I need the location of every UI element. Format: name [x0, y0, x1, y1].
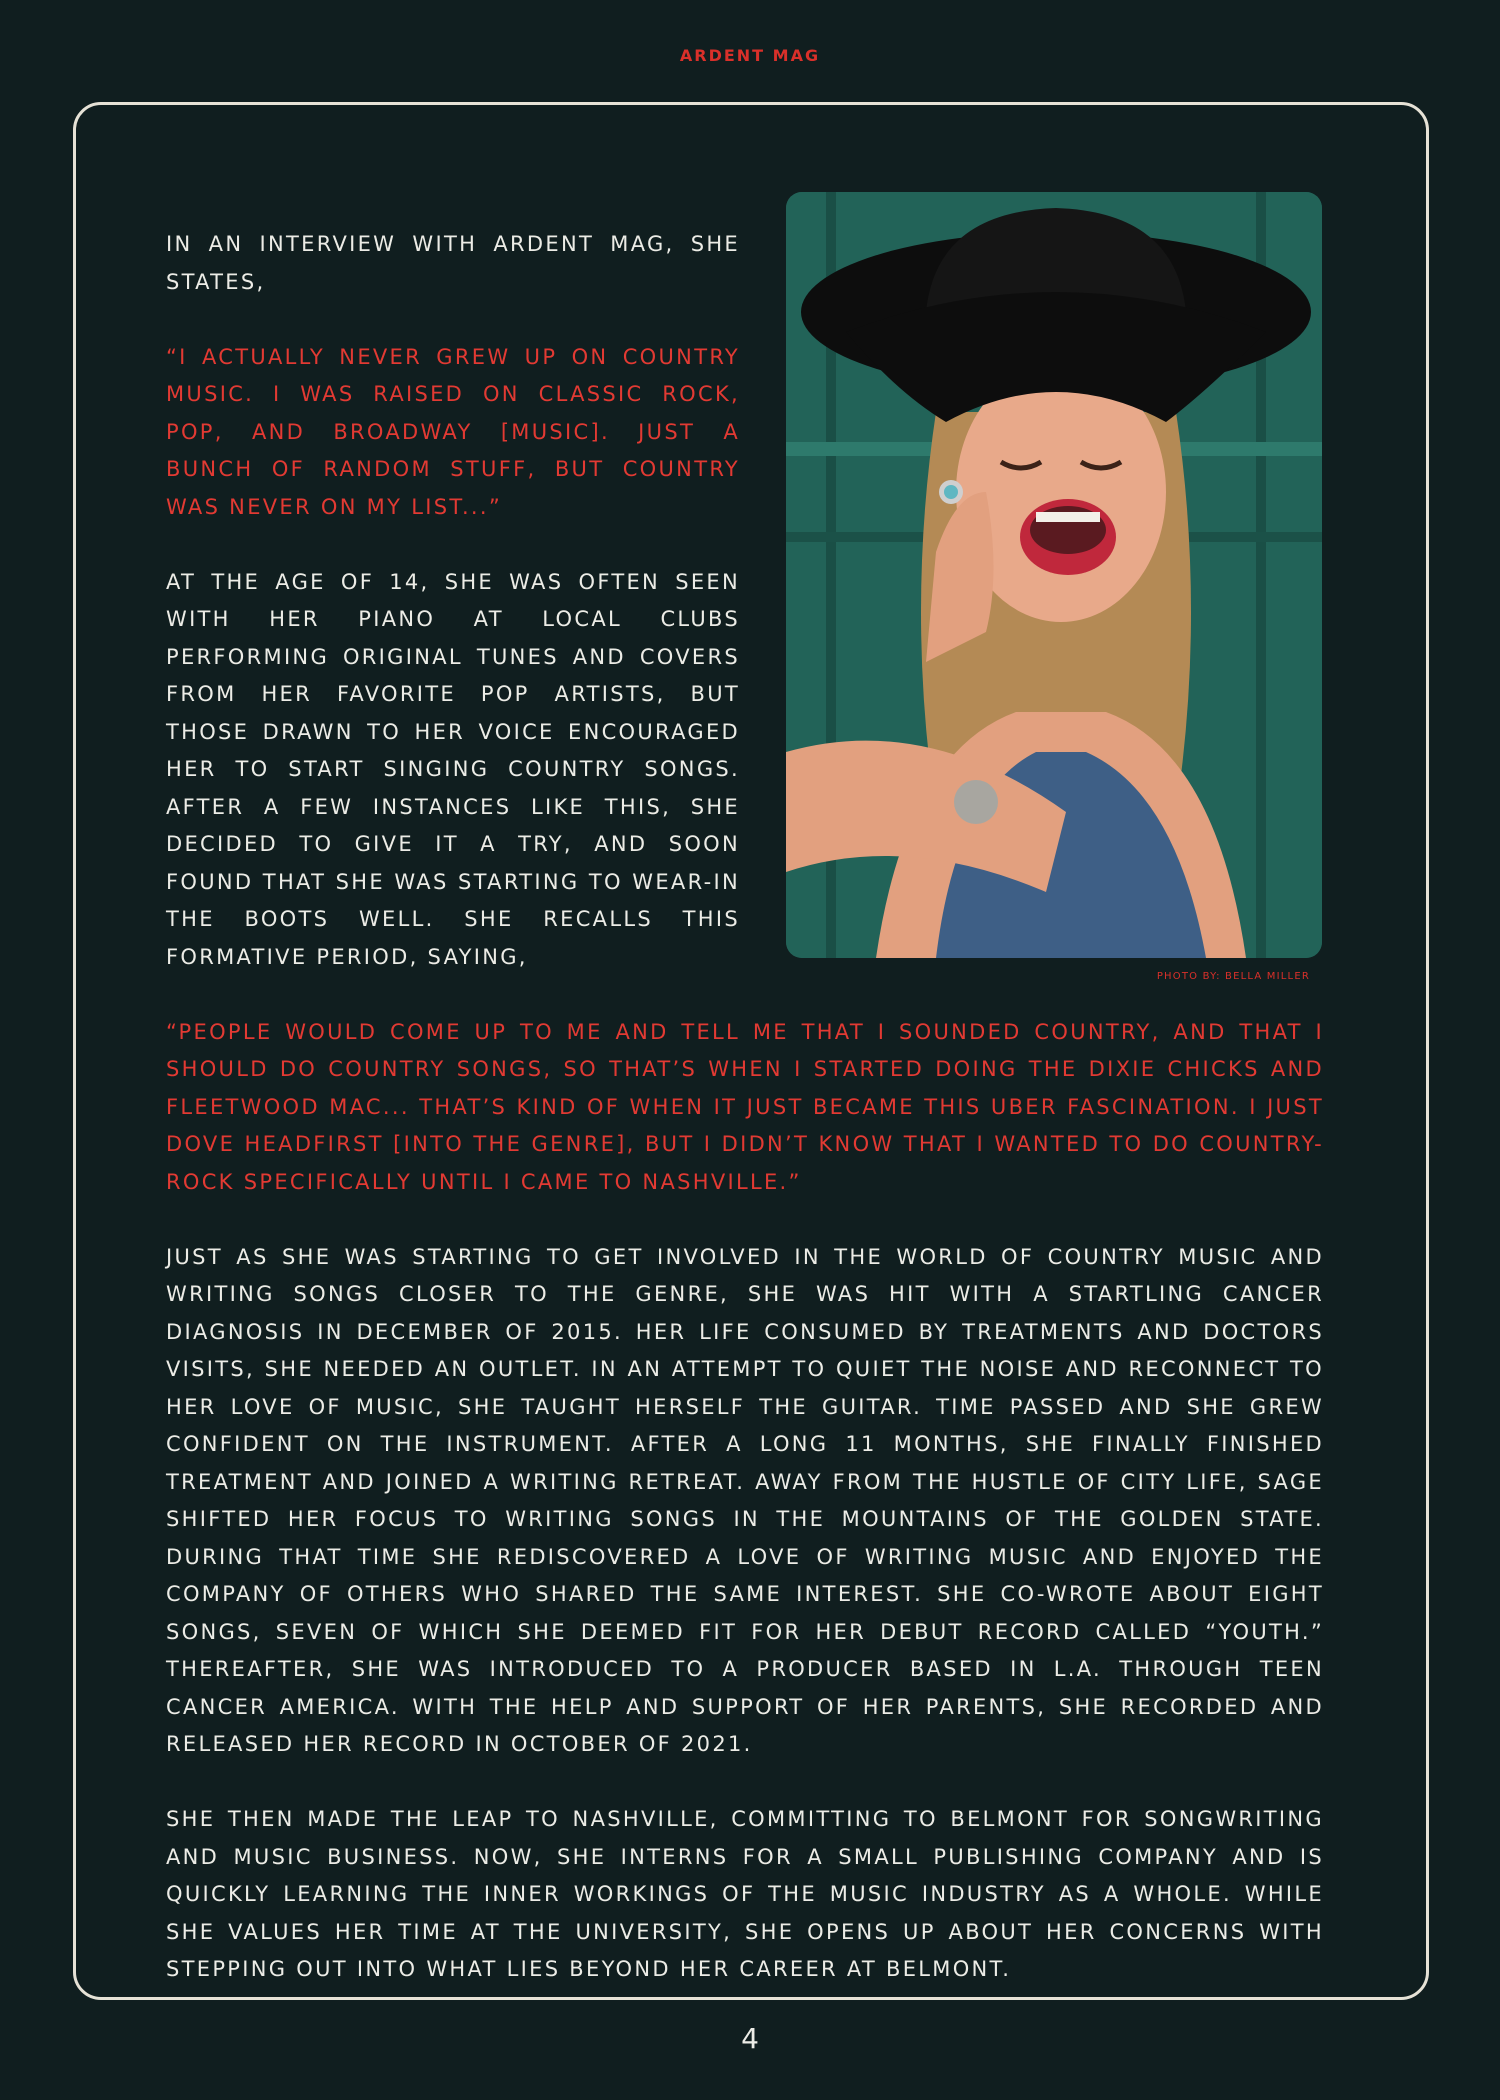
portrait-photo: [786, 192, 1322, 958]
article-body: [166, 226, 1324, 2026]
paragraph-intro: IN AN INTERVIEW WITH ARDENT MAG, SHE STATES,: [166, 232, 740, 294]
paragraph-age-14: AT THE AGE OF 14, SHE WAS OFTEN SEEN WITH HER PIANO AT LOCAL CLUBS PERFORMING ORIGINAL TUNES AND COVERS FROM HER FAVORITE POP ARTISTS, BUT THOSE DRAWN TO HER VOICE ENCOURAGED HER TO START SINGING COUNTRY SONGS. AFTER A FEW INSTANCES LIKE THIS, SHE DECIDED TO GIVE IT A TRY, AND SOON FOUND THAT SHE WAS STARTING TO WEAR-IN THE BOOTS WELL. SHE RECALLS THIS FORMATIVE PERIOD, SAYING,: [166, 569, 740, 969]
paragraph-cancer-diagnosis: JUST AS SHE WAS STARTING TO GET INVOLVED IN THE WORLD OF COUNTRY MUSIC AND WRITING SONGS CLOSER TO THE GENRE, SHE WAS HIT WITH A STARTLING CANCER DIAGNOSIS IN DECEMBER OF 2015. HER LIFE CONSUMED BY TREATMENTS AND DOCTORS VISITS, SHE NEEDED AN OUTLET. IN AN ATTEMPT TO QUIET THE NOISE AND RECONNECT TO HER LOVE OF MUSIC, SHE TAUGHT HERSELF THE GUITAR. TIME PASSED AND SHE GREW CONFIDENT ON THE INSTRUMENT. AFTER A LONG 11 MONTHS, SHE FINALLY FINISHED TREATMENT AND JOINED A WRITING RETREAT. AWAY FROM THE HUSTLE OF CITY LIFE, SAGE SHIFTED HER FOCUS TO WRITING SONGS IN THE MOUNTAINS OF THE GOLDEN STATE. DURING THAT TIME SHE REDISCOVERED A LOVE OF WRITING MUSIC AND ENJOYED THE COMPANY OF OTHERS WHO SHARED THE SAME INTEREST. SHE CO-WROTE ABOUT EIGHT SONGS, SEVEN OF WHICH SHE DEEMED FIT FOR HER DEBUT RECORD CALLED “YOUTH.” THEREAFTER, SHE WAS INTRODUCED TO A PRODUCER BASED IN L.A. THROUGH TEEN CANCER AMERICA. WITH THE HELP AND SUPPORT OF HER PARENTS, SHE RECORDED AND RELEASED HER RECORD IN OCTOBER OF 2021.: [166, 1244, 1324, 1756]
portrait-illustration: [786, 192, 1322, 958]
magazine-masthead: ARDENT MAG: [679, 46, 821, 65]
portrait-figure: [786, 192, 1324, 982]
photo-credit: PHOTO BY: BELLA MILLER: [1156, 971, 1310, 982]
pull-quote-1: “I ACTUALLY NEVER GREW UP ON COUNTRY MUSIC. I WAS RAISED ON CLASSIC ROCK, POP, AND BROADWAY [MUSIC]. JUST A BUNCH OF RANDOM STUFF, BUT COUNTRY WAS NEVER ON MY LIST...”: [166, 344, 740, 519]
paragraph-nashville: SHE THEN MADE THE LEAP TO NASHVILLE, COMMITTING TO BELMONT FOR SONGWRITING AND MUSIC BUSINESS. NOW, SHE INTERNS FOR A SMALL PUBLISHING COMPANY AND IS QUICKLY LEARNING THE INNER WORKINGS OF THE MUSIC INDUSTRY AS A WHOLE. WHILE SHE VALUES HER TIME AT THE UNIVERSITY, SHE OPENS UP ABOUT HER CONCERNS WITH STEPPING OUT INTO WHAT LIES BEYOND HER CAREER AT BELMONT.: [166, 1807, 1324, 1981]
page-number: 4: [741, 2022, 759, 2055]
pull-quote-2: “PEOPLE WOULD COME UP TO ME AND TELL ME THAT I SOUNDED COUNTRY, AND THAT I SHOULD DO COUNTRY SONGS, SO THAT’S WHEN I STARTED DOING THE DIXIE CHICKS AND FLEETWOOD MAC... THAT’S KIND OF WHEN IT JUST BECAME THIS UBER FASCINATION. I JUST DOVE HEADFIRST [INTO THE GENRE], BUT I DIDN’T KNOW THAT I WANTED TO DO COUNTRY-ROCK SPECIFICALLY UNTIL I CAME TO NASHVILLE.”: [166, 1019, 1324, 1194]
